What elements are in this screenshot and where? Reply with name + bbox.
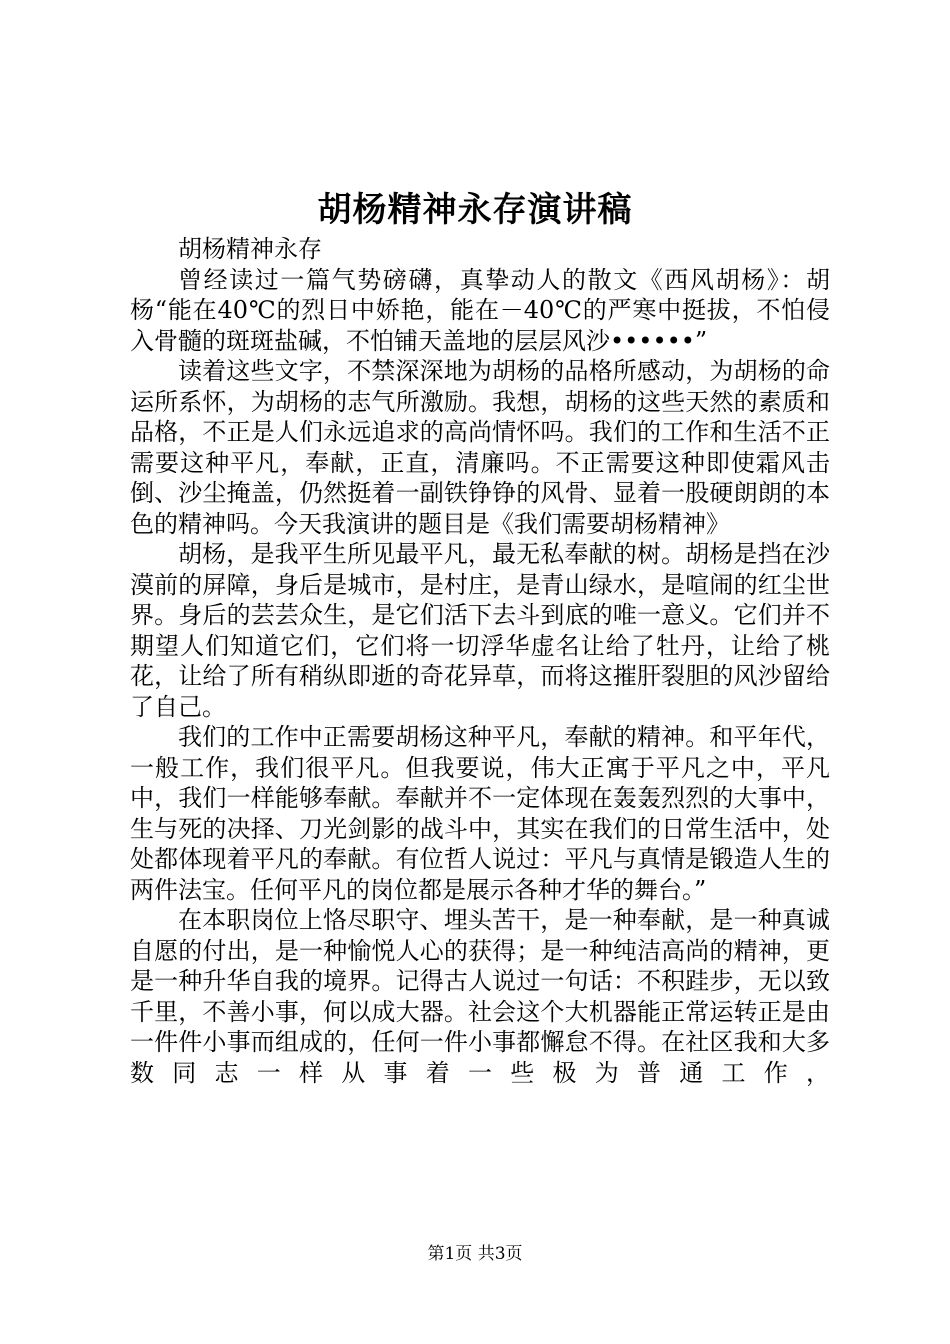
page-number-footer: 第1页 共3页 — [427, 1244, 523, 1264]
paragraph: 我们的工作中正需要胡杨这种平凡，奉献的精神。和平年代，一般工作，我们很平凡。但我要说，伟大正寓于平凡之中，平凡中，我们一样能够奉献。奉献并不一定体现在轰轰烈烈的大事中，生与死的决择、刀光剑影的战斗中，其实在我们的日常生活中，处处都体现着平凡的奉献。有位哲人说过：平凡与真情是锻造人生的两件法宝。任何平凡的岗位都是展示各种才华的舞台。” — [130, 723, 830, 904]
paragraph-subtitle: 胡杨精神永存 — [178, 235, 322, 263]
document-body — [130, 234, 830, 1088]
paragraph: 胡杨，是我平生所见最平凡，最无私奉献的树。胡杨是挡在沙漠前的屏障，身后是城市，是村庄，是青山绿水，是喧闹的红尘世界。身后的芸芸众生，是它们活下去斗到底的唯一意义。它们并不期望人们知道它们，它们将一切浮华虚名让给了牡丹，让给了桃花，让给了所有稍纵即逝的奇花异草，而将这摧肝裂胆的风沙留给了自己。 — [130, 540, 830, 721]
paragraph-quote: 曾经读过一篇气势磅礴，真挚动人的散文《西风胡杨》：胡杨“能在40℃的烈日中娇艳，能在－40℃的严寒中挺拔，不怕侵入骨髓的斑斑盐碱，不怕铺天盖地的层层风沙••••••” — [130, 265, 830, 355]
paragraph: 读着这些文字，不禁深深地为胡杨的品格所感动，为胡杨的命运所系怀，为胡杨的志气所激励。我想，胡杨的这些天然的素质和品格，不正是人们永远追求的高尚情怀吗。我们的工作和生活不正需要这种平凡，奉献，正直，清廉吗。不正需要这种即使霜风击倒、沙尘掩盖，仍然挺着一副铁铮铮的风骨、显着一股硬朗朗的本色的精神吗。今天我演讲的题目是《我们需要胡杨精神》 — [130, 357, 830, 538]
document-title: 胡杨精神永存演讲稿 — [317, 190, 633, 230]
paragraph: 在本职岗位上恪尽职守、埋头苦干，是一种奉献，是一种真诚自愿的付出，是一种愉悦人心的获得；是一种纯洁高尚的精神，更是一种升华自我的境界。记得古人说过一句话：不积跬步，无以致千里，不善小事，何以成大器。社会这个大机器能正常运转正是由一件件小事而组成的，任何一件小事都懈怠不得。在社区我和大多数同志一样从事着一些极为普通工作， — [130, 906, 830, 1087]
